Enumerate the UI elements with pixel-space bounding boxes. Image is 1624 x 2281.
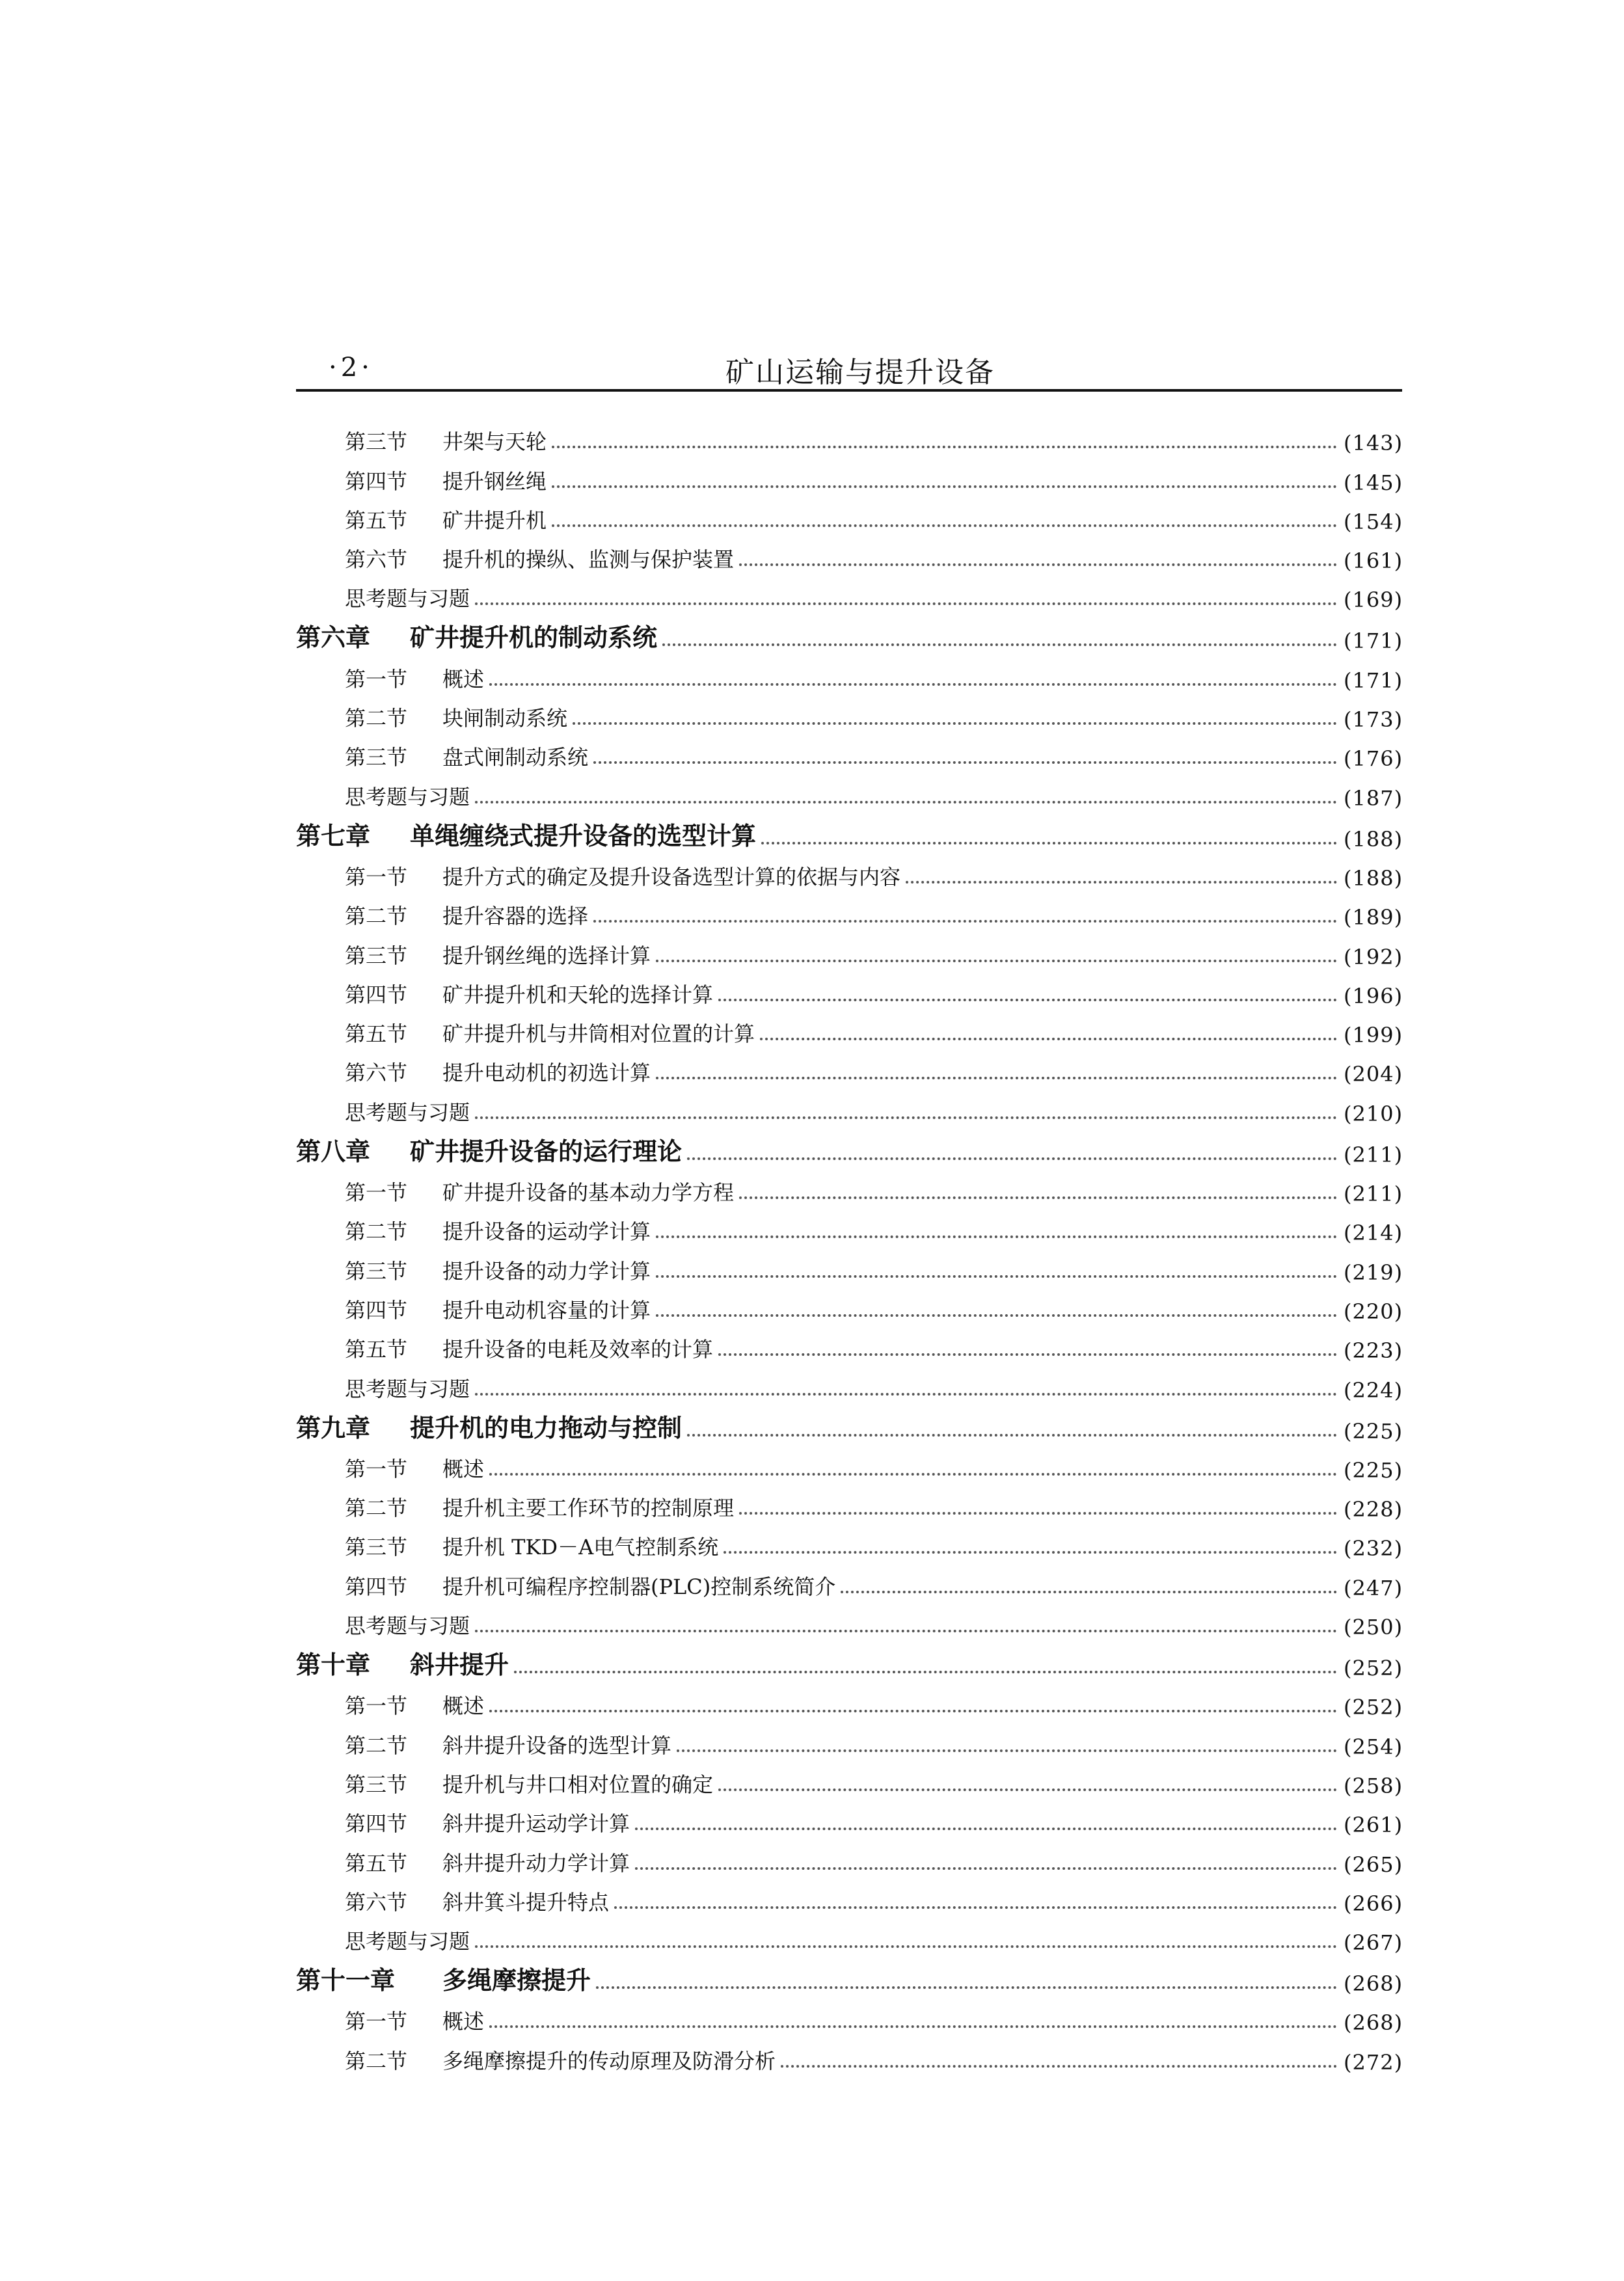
- toc-chapter: [296, 612, 1402, 653]
- toc-title: 矿井提升机: [442, 507, 547, 533]
- toc-label: 第二节: [345, 1496, 408, 1521]
- toc-page: (211): [1344, 1142, 1403, 1167]
- dot-leader: [739, 1196, 1337, 1199]
- toc-label: 第四节: [345, 468, 408, 494]
- toc-section: [296, 1324, 1402, 1363]
- toc-title: 斜井提升运动学计算: [442, 1811, 630, 1837]
- toc-title: 提升机与井口相对位置的确定: [442, 1772, 714, 1797]
- toc-section: [296, 1877, 1402, 1916]
- toc-page: (225): [1344, 1418, 1403, 1444]
- toc-page: (196): [1344, 983, 1403, 1008]
- toc-section: [296, 1285, 1402, 1324]
- toc-label: 第五节: [345, 507, 408, 533]
- toc-exercises: [296, 573, 1402, 612]
- toc-label: 第三节: [345, 1772, 408, 1797]
- dot-leader: [677, 1749, 1337, 1752]
- toc-page: (161): [1344, 548, 1403, 574]
- toc-section: [296, 1680, 1402, 1720]
- toc-label: 第三节: [345, 745, 408, 770]
- toc-page: (214): [1344, 1221, 1403, 1246]
- toc-label: 第三节: [345, 1258, 408, 1284]
- toc-page: (220): [1344, 1299, 1403, 1324]
- toc-page: (250): [1344, 1615, 1403, 1640]
- dot-leader: [656, 1275, 1337, 1278]
- toc-label: 第六节: [345, 1060, 408, 1086]
- toc-page: (265): [1344, 1852, 1403, 1877]
- toc-page: (268): [1344, 2010, 1403, 2036]
- toc-section: [296, 1444, 1402, 1483]
- toc-title: 提升钢丝绳: [442, 468, 547, 494]
- toc-page: (252): [1344, 1695, 1403, 1720]
- dot-leader: [489, 683, 1337, 686]
- toc-title: 提升机可编程序控制器(PLC)控制系统简介: [442, 1574, 836, 1599]
- toc-label: 第一节: [345, 666, 408, 692]
- toc-title: 思考题与习题: [345, 1100, 470, 1125]
- toc-page: (143): [1344, 431, 1403, 456]
- toc-title: 思考题与习题: [345, 1376, 470, 1401]
- toc-title: 思考题与习题: [345, 784, 470, 809]
- dot-leader: [475, 1393, 1337, 1396]
- toc-section: [296, 852, 1402, 891]
- toc-label: 第三节: [345, 429, 408, 455]
- toc-page: (171): [1344, 628, 1403, 654]
- toc-chapter: [296, 1955, 1402, 1996]
- toc-page: (254): [1344, 1734, 1403, 1759]
- toc-title: 矿井提升机的制动系统: [410, 623, 658, 653]
- toc-page: (252): [1344, 1656, 1403, 1681]
- page-number: ·2·: [329, 353, 373, 383]
- toc-title: 提升机的电力拖动与控制: [410, 1412, 683, 1442]
- toc-page: (189): [1344, 905, 1403, 930]
- toc-section: [296, 969, 1402, 1008]
- toc-label: 第二节: [345, 1733, 408, 1758]
- toc-page: (272): [1344, 2049, 1403, 2075]
- table-of-contents: [296, 416, 1402, 2075]
- dot-leader: [739, 563, 1337, 566]
- toc-exercises: [296, 1363, 1402, 1402]
- toc-title: 提升容器的选择: [442, 904, 589, 929]
- dot-leader: [573, 722, 1337, 725]
- dot-leader: [593, 761, 1337, 764]
- toc-section: [296, 1837, 1402, 1876]
- toc-title: 提升机主要工作环节的控制原理: [442, 1496, 735, 1521]
- toc-page: (266): [1344, 1891, 1403, 1916]
- toc-exercises: [296, 1600, 1402, 1640]
- toc-page: (228): [1344, 1497, 1403, 1522]
- toc-chapter: [296, 1640, 1402, 1680]
- toc-title: 概述: [442, 1694, 485, 1719]
- dot-leader: [718, 1353, 1337, 1356]
- toc-label: 第二节: [345, 1219, 408, 1245]
- toc-page: (145): [1344, 470, 1403, 495]
- toc-section: [296, 1483, 1402, 1522]
- dot-leader: [475, 1630, 1337, 1632]
- toc-title: 提升电动机的初选计算: [442, 1060, 651, 1086]
- toc-label: 第五节: [345, 1337, 408, 1362]
- toc-label: 第六章: [296, 623, 371, 653]
- toc-page: (211): [1344, 1181, 1403, 1207]
- toc-label: 第五节: [345, 1021, 408, 1047]
- toc-label: 第九章: [296, 1412, 371, 1442]
- toc-chapter: [296, 811, 1402, 852]
- toc-section: [296, 455, 1402, 494]
- toc-page: (225): [1344, 1457, 1403, 1483]
- toc-label: 第一节: [345, 1456, 408, 1481]
- dot-leader: [552, 485, 1337, 488]
- toc-exercises: [296, 1087, 1402, 1126]
- toc-page: (210): [1344, 1101, 1403, 1126]
- toc-title: 思考题与习题: [345, 586, 470, 612]
- toc-section: [296, 1206, 1402, 1245]
- toc-title: 提升设备的动力学计算: [442, 1258, 651, 1284]
- toc-page: (204): [1344, 1062, 1403, 1087]
- toc-label: 第十一章: [296, 1965, 396, 1995]
- toc-page: (224): [1344, 1377, 1403, 1403]
- toc-title: 思考题与习题: [345, 1613, 470, 1639]
- toc-label: 第四节: [345, 1297, 408, 1323]
- toc-label: 第二节: [345, 706, 408, 731]
- dot-leader: [781, 2065, 1337, 2068]
- toc-title: 井架与天轮: [442, 429, 547, 455]
- dot-leader: [514, 1671, 1337, 1673]
- toc-page: (258): [1344, 1773, 1403, 1798]
- toc-title: 多绳摩擦提升的传动原理及防滑分析: [442, 2048, 776, 2073]
- dot-leader: [593, 920, 1337, 923]
- toc-section: [296, 2035, 1402, 2074]
- toc-page: (268): [1344, 1971, 1403, 1997]
- toc-exercises: [296, 1916, 1402, 1955]
- dot-leader: [475, 801, 1337, 803]
- dot-leader: [718, 1788, 1337, 1791]
- toc-section: [296, 416, 1402, 455]
- page-header: [296, 338, 1402, 397]
- toc-label: 第二节: [345, 904, 408, 929]
- toc-title: 提升设备的运动学计算: [442, 1219, 651, 1245]
- dot-leader: [841, 1591, 1337, 1593]
- toc-section: [296, 1759, 1402, 1798]
- dot-leader: [687, 1157, 1337, 1160]
- toc-section: [296, 1561, 1402, 1600]
- toc-page: (188): [1344, 865, 1403, 891]
- dot-leader: [739, 1512, 1337, 1515]
- dot-leader: [687, 1434, 1337, 1437]
- toc-section: [296, 534, 1402, 573]
- toc-title: 提升方式的确定及提升设备选型计算的依据与内容: [442, 864, 901, 889]
- toc-label: 第六节: [345, 1889, 408, 1915]
- dot-leader: [596, 1986, 1337, 1989]
- toc-section: [296, 1008, 1402, 1047]
- toc-section: [296, 1720, 1402, 1759]
- toc-title: 概述: [442, 666, 485, 692]
- dot-leader: [656, 960, 1337, 962]
- dot-leader: [489, 2025, 1337, 2028]
- toc-page: (261): [1344, 1813, 1403, 1838]
- toc-section: [296, 653, 1402, 692]
- toc-title: 多绳摩擦提升: [442, 1965, 591, 1995]
- toc-page: (169): [1344, 587, 1403, 613]
- toc-label: 第一节: [345, 2009, 408, 2034]
- toc-title: 提升机 TKD－A电气控制系统: [442, 1535, 719, 1560]
- toc-page: (232): [1344, 1536, 1403, 1561]
- dot-leader: [760, 1038, 1337, 1040]
- dot-leader: [906, 881, 1337, 884]
- toc-title: 思考题与习题: [345, 1929, 470, 1954]
- dot-leader: [475, 1116, 1337, 1119]
- dot-leader: [552, 446, 1337, 448]
- toc-title: 矿井提升设备的运行理论: [410, 1136, 683, 1166]
- toc-section: [296, 891, 1402, 930]
- toc-title: 斜井提升动力学计算: [442, 1850, 630, 1876]
- dot-leader: [635, 1828, 1337, 1830]
- dot-leader: [635, 1867, 1337, 1870]
- toc-page: (171): [1344, 668, 1403, 693]
- toc-page: (267): [1344, 1930, 1403, 1956]
- toc-page: (176): [1344, 746, 1403, 772]
- toc-title: 块闸制动系统: [442, 706, 568, 731]
- toc-section: [296, 1245, 1402, 1284]
- toc-title: 盘式闸制动系统: [442, 745, 589, 770]
- toc-title: 矿井提升机与井筒相对位置的计算: [442, 1021, 755, 1047]
- toc-label: 第三节: [345, 1535, 408, 1560]
- dot-leader: [724, 1551, 1337, 1554]
- toc-label: 第三节: [345, 943, 408, 968]
- toc-label: 第四节: [345, 1811, 408, 1837]
- toc-label: 第一节: [345, 1694, 408, 1719]
- toc-title: 提升设备的电耗及效率的计算: [442, 1337, 714, 1362]
- header-rule: [296, 389, 1402, 392]
- dot-leader: [552, 524, 1337, 527]
- toc-label: 第十章: [296, 1650, 371, 1680]
- toc-section: [296, 1047, 1402, 1087]
- toc-page: (187): [1344, 785, 1403, 811]
- toc-section: [296, 930, 1402, 969]
- toc-section: [296, 693, 1402, 732]
- toc-title: 斜井箕斗提升特点: [442, 1889, 610, 1915]
- toc-label: 第一节: [345, 864, 408, 889]
- toc-title: 概述: [442, 2009, 485, 2034]
- toc-label: 第五节: [345, 1850, 408, 1876]
- toc-title: 斜井提升设备的选型计算: [442, 1733, 672, 1758]
- toc-page: (188): [1344, 826, 1403, 852]
- toc-title: 提升电动机容量的计算: [442, 1297, 651, 1323]
- dot-leader: [489, 1710, 1337, 1712]
- toc-page: (154): [1344, 509, 1403, 534]
- toc-section: [296, 495, 1402, 534]
- toc-title: 提升钢丝绳的选择计算: [442, 943, 651, 968]
- toc-label: 第一节: [345, 1180, 408, 1206]
- toc-title: 矿井提升设备的基本动力学方程: [442, 1180, 735, 1206]
- toc-page: (192): [1344, 944, 1403, 969]
- toc-page: (173): [1344, 707, 1403, 733]
- book-title: 矿山运输与提升设备: [725, 356, 995, 389]
- toc-section: [296, 1167, 1402, 1206]
- dot-leader: [475, 1945, 1337, 1948]
- toc-label: 第八章: [296, 1136, 371, 1166]
- dot-leader: [656, 1235, 1337, 1238]
- toc-label: 第四节: [345, 1574, 408, 1599]
- dot-leader: [662, 643, 1337, 646]
- toc-chapter: [296, 1126, 1402, 1167]
- toc-title: 矿井提升机和天轮的选择计算: [442, 982, 714, 1007]
- toc-title: 提升机的操纵、监测与保护装置: [442, 547, 735, 573]
- dot-leader: [475, 602, 1337, 605]
- toc-title: 单绳缠绕式提升设备的选型计算: [410, 820, 757, 850]
- dot-leader: [656, 1314, 1337, 1317]
- toc-section: [296, 1522, 1402, 1561]
- toc-section: [296, 732, 1402, 771]
- toc-exercises: [296, 771, 1402, 810]
- toc-page: (219): [1344, 1260, 1403, 1285]
- toc-page: (223): [1344, 1338, 1403, 1364]
- dot-leader: [656, 1077, 1337, 1079]
- dot-leader: [761, 842, 1337, 844]
- dot-leader: [718, 999, 1337, 1001]
- toc-label: 第二节: [345, 2048, 408, 2073]
- toc-page: (199): [1344, 1023, 1403, 1048]
- toc-section: [296, 1996, 1402, 2035]
- toc-chapter: [296, 1403, 1402, 1444]
- toc-page: (247): [1344, 1575, 1403, 1600]
- dot-leader: [489, 1473, 1337, 1476]
- toc-title: 概述: [442, 1456, 485, 1481]
- toc-label: 第六节: [345, 547, 408, 573]
- toc-label: 第四节: [345, 982, 408, 1007]
- toc-label: 第七章: [296, 820, 371, 850]
- toc-title: 斜井提升: [410, 1650, 509, 1680]
- dot-leader: [614, 1906, 1337, 1909]
- toc-section: [296, 1798, 1402, 1837]
